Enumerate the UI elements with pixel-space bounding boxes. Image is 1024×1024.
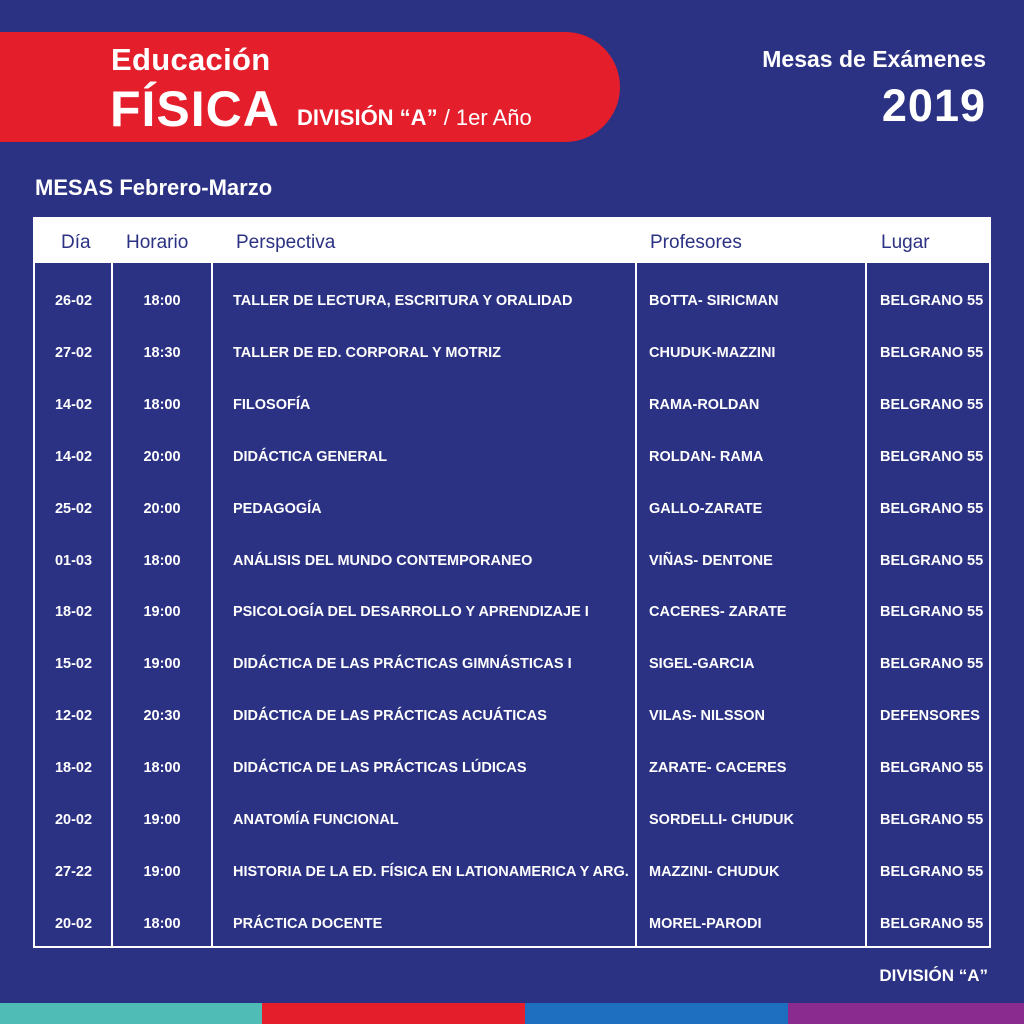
cell-perspectiva: HISTORIA DE LA ED. FÍSICA EN LATIONAMERICA Y ARG. [233, 863, 629, 880]
cell-horario: 18:30 [143, 344, 181, 361]
cell-horario: 19:00 [143, 604, 181, 621]
cell-dia: 18-02 [54, 760, 93, 777]
cell-lugar: BELGRANO 55 [880, 344, 984, 361]
column-header-dia: Día [61, 232, 91, 253]
table-row [35, 586, 989, 638]
cell-profesores: ROLDAN- RAMA [649, 448, 764, 465]
cell-perspectiva: PRÁCTICA DOCENTE [233, 915, 383, 932]
cell-perspectiva: FILOSOFÍA [233, 396, 311, 413]
cell-perspectiva: TALLER DE LECTURA, ESCRITURA Y ORALIDAD [233, 293, 573, 309]
cell-horario: 19:00 [143, 656, 181, 673]
table-row [35, 898, 989, 950]
cell-horario: 18:00 [143, 293, 181, 309]
cell-profesores: RAMA-ROLDAN [649, 396, 760, 413]
footer-division: DIVISIÓN “A” [879, 966, 988, 985]
subtitle [297, 104, 532, 132]
table-row [35, 327, 989, 379]
cell-horario: 19:00 [143, 812, 181, 828]
cell-profesores: CHUDUK-MAZZINI [649, 344, 776, 361]
cell-lugar: BELGRANO 55 [880, 604, 984, 621]
cell-horario: 18:00 [143, 552, 181, 569]
table-row [35, 638, 989, 690]
title-line1: Educación [111, 42, 271, 77]
footer-stripe-purple [788, 1003, 1024, 1024]
cell-lugar: BELGRANO 55 [880, 760, 984, 777]
cell-horario: 18:00 [143, 915, 181, 932]
cell-lugar: BELGRANO 55 [880, 552, 984, 569]
cell-horario: 20:30 [143, 708, 181, 725]
cell-profesores: ZARATE- CACERES [649, 760, 787, 777]
cell-perspectiva: PEDAGOGÍA [233, 500, 322, 517]
cell-dia: 14-02 [54, 448, 93, 465]
table-row [35, 742, 989, 794]
table-header [35, 219, 989, 263]
cell-dia: 01-03 [54, 552, 93, 569]
division-label: DIVISIÓN “A” [297, 105, 438, 130]
cell-dia: 15-02 [54, 656, 93, 673]
cell-horario: 20:00 [143, 500, 181, 517]
column-header-perspectiva: Perspectiva [236, 232, 336, 253]
table-row [35, 690, 989, 742]
cell-dia: 27-22 [54, 863, 93, 880]
cell-dia: 25-02 [54, 500, 93, 517]
cell-lugar: BELGRANO 55 [880, 293, 984, 309]
cell-perspectiva: DIDÁCTICA GENERAL [233, 448, 388, 465]
cell-profesores: SORDELLI- CHUDUK [649, 812, 794, 828]
cell-profesores: SIGEL-GARCIA [649, 656, 755, 673]
cell-perspectiva: DIDÁCTICA DE LAS PRÁCTICAS LÚDICAS [233, 760, 527, 777]
cell-dia: 20-02 [54, 812, 93, 828]
table-row [35, 275, 989, 327]
cell-lugar: BELGRANO 55 [880, 656, 984, 673]
cell-dia: 18-02 [54, 604, 93, 621]
exam-label: Mesas de Exámenes [762, 46, 986, 72]
cell-horario: 18:00 [143, 396, 181, 413]
cell-horario: 19:00 [143, 863, 181, 880]
cell-lugar: BELGRANO 55 [880, 500, 984, 517]
cell-perspectiva: DIDÁCTICA DE LAS PRÁCTICAS GIMNÁSTICAS I [233, 656, 572, 673]
cell-dia: 12-02 [54, 708, 93, 725]
cell-profesores: MOREL-PARODI [649, 915, 762, 932]
cell-perspectiva: ANATOMÍA FUNCIONAL [233, 812, 399, 828]
footer-stripe-blue [525, 1003, 788, 1024]
column-header-lugar: Lugar [881, 232, 930, 253]
cell-lugar: DEFENSORES [880, 708, 980, 725]
cell-perspectiva: TALLER DE ED. CORPORAL Y MOTRIZ [233, 344, 501, 361]
section-title: MESAS Febrero-Marzo [35, 175, 273, 200]
title-line2: FÍSICA [110, 81, 280, 137]
cell-horario: 20:00 [143, 448, 181, 465]
table-row [35, 846, 989, 898]
table-row [35, 535, 989, 587]
cell-lugar: BELGRANO 55 [880, 448, 984, 465]
column-header-horario: Horario [126, 232, 189, 253]
cell-perspectiva: ANÁLISIS DEL MUNDO CONTEMPORANEO [233, 552, 533, 569]
exam-table [33, 217, 991, 948]
exam-year: 2019 [881, 80, 986, 131]
cell-perspectiva: DIDÁCTICA DE LAS PRÁCTICAS ACUÁTICAS [233, 708, 547, 725]
cell-profesores: GALLO-ZARATE [649, 500, 763, 517]
cell-perspectiva: PSICOLOGÍA DEL DESARROLLO Y APRENDIZAJE I [233, 604, 589, 621]
cell-dia: 27-02 [54, 344, 93, 361]
cell-lugar: BELGRANO 55 [880, 863, 984, 880]
cell-profesores: VILAS- NILSSON [649, 708, 766, 725]
cell-lugar: BELGRANO 55 [880, 396, 984, 413]
column-header-profesores: Profesores [650, 232, 742, 253]
cell-dia: 20-02 [54, 915, 93, 932]
table-body [35, 263, 989, 946]
footer-stripe-teal [0, 1003, 262, 1024]
cell-profesores: CACERES- ZARATE [649, 604, 787, 621]
cell-lugar: BELGRANO 55 [880, 812, 984, 828]
footer-stripe-red [262, 1003, 525, 1024]
cell-profesores: MAZZINI- CHUDUK [649, 863, 780, 880]
table-row [35, 794, 989, 846]
cell-profesores: BOTTA- SIRICMAN [649, 293, 779, 309]
cell-lugar: BELGRANO 55 [880, 915, 984, 932]
cell-horario: 18:00 [143, 760, 181, 777]
cell-profesores: VIÑAS- DENTONE [649, 552, 773, 569]
table-row [35, 483, 989, 535]
table-row [35, 379, 989, 431]
cell-dia: 26-02 [54, 293, 93, 309]
table-row [35, 431, 989, 483]
year-label: / 1er Año [437, 105, 532, 130]
cell-dia: 14-02 [54, 396, 93, 413]
